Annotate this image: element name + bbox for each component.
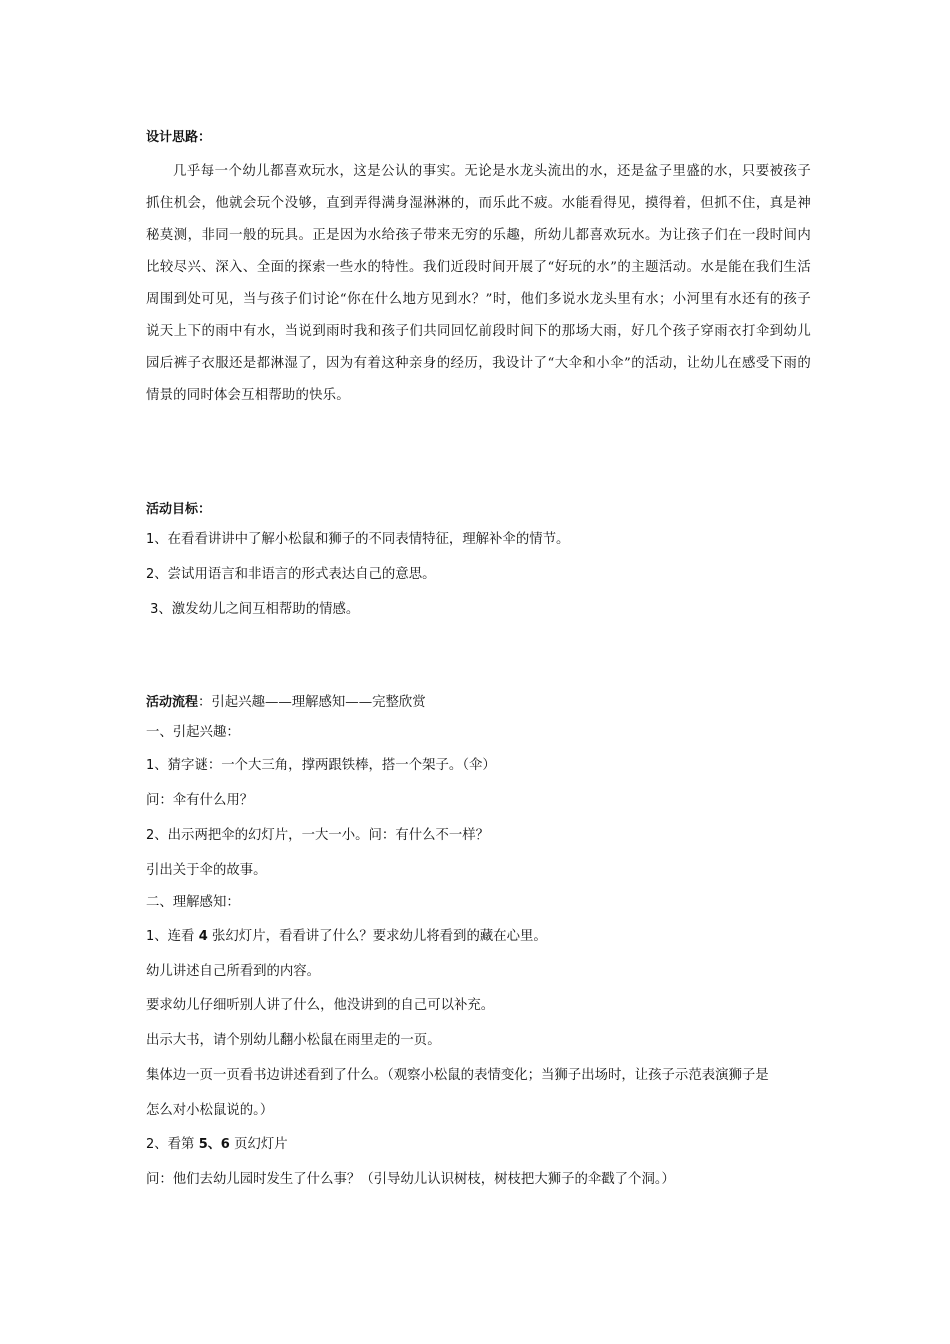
s2-item-2	[146, 1135, 816, 1155]
s2-line-3: 出示大书，请个别幼儿翻小松鼠在雨里走的一页。	[146, 1033, 441, 1048]
s1-item-2-text: 、出示两把伞的幻灯片，一大一小。问：有什么不一样？	[154, 828, 490, 843]
s2-item-1-pre: 、连看	[154, 929, 199, 944]
s1-item-1-text: 、猜字谜：一个大三角，撑两跟铁棒，搭一个架子。（伞）	[154, 758, 496, 773]
s2-line-2: 要求幼儿仔细听别人讲了什么，他没讲到的自己可以补充。	[146, 998, 495, 1013]
goal-item-3-num: 3	[146, 602, 159, 617]
s2-line-4: 集体边一页一页看书边讲述看到了什么。（观察小松鼠的表情变化；当狮子出场时，让孩子示范表演狮子是	[146, 1068, 769, 1083]
goal-item-1-text: 、在看看讲讲中了解小松鼠和狮子的不同表情特征，理解补伞的情节。	[154, 532, 570, 547]
s2-item-2-post: 页幻灯片	[229, 1137, 288, 1152]
design-heading: 设计思路：	[146, 130, 212, 145]
s2-item-1-count: 4	[198, 929, 208, 944]
design-paragraph: 几乎每一个幼儿都喜欢玩水，这是公认的事实。无论是水龙头流出的水，还是盆子里盛的水，只要被孩子抓住机会，他就会玩个没够，直到弄得满身湿淋淋的，而乐此不疲。水能看得见，摸得着，但抓不住，真是神秘莫测，非同一般的玩具。正是因为水给孩子带来无穷的乐趣，所幼儿都喜欢玩水。为让孩子们在一段时间内比较尽兴、深入、全面的探索一些水的特性。我们近段时间开展了“好玩的水”的主题活动。水是能在我们生活周围到处可见，当与孩子们讨论“你在什么地方见到水？”时，他们多说水龙头里有水；小河里有水还有的孩子说天上下的雨中有水，当说到雨时我和孩子们共同回忆前段时间下的那场大雨，好几个孩子穿雨衣打伞到幼儿园后裤子衣服还是都淋湿了，因为有着这种亲身的经历，我设计了“大伞和小伞”的活动，让幼儿在感受下雨的情景的同时体会互相帮助的快乐。	[146, 164, 811, 403]
s2-item-1-post: 张幻灯片，看看讲了什么？要求幼儿将看到的藏在心里。	[207, 929, 547, 944]
s2-item-2-num: 2	[146, 1137, 155, 1152]
s2-line-5: 怎么对小松鼠说的。）	[146, 1103, 274, 1118]
s1-item-1-num: 1	[146, 758, 155, 773]
process-heading: 活动流程	[146, 695, 199, 710]
goal-item-2-num: 2	[146, 567, 155, 582]
s1-item-2	[146, 826, 816, 846]
goal-item-1-num: 1	[146, 532, 155, 547]
process-heading-line	[146, 693, 816, 713]
goal-item-3-text: 、激发幼儿之间互相帮助的情感。	[158, 602, 360, 617]
section1-title: 一、引起兴趣：	[146, 725, 240, 740]
goals-heading: 活动目标：	[146, 502, 212, 517]
section2-title: 二、理解感知：	[146, 895, 240, 910]
s2-question: 问：他们去幼儿园时发生了什么事？（引导幼儿认识树枝，树枝把大狮子的伞戳了个洞。）	[146, 1172, 675, 1187]
s2-line-1: 幼儿讲述自己所看到的内容。	[146, 964, 321, 979]
s1-item-2-num: 2	[146, 828, 155, 843]
s1-question: 问：伞有什么用？	[146, 793, 254, 808]
goal-item-3	[146, 600, 816, 620]
goal-item-2-text: 、尝试用语言和非语言的形式表达自己的意思。	[154, 567, 436, 582]
s1-lead: 引出关于伞的故事。	[146, 863, 267, 878]
s2-item-1-num: 1	[146, 929, 155, 944]
s2-item-1	[146, 927, 816, 947]
goal-item-2	[146, 565, 816, 585]
goal-item-1	[146, 530, 816, 550]
process-heading-rest: ：引起兴趣——理解感知——完整欣赏	[198, 695, 426, 710]
s2-item-2-pages: 5、6	[198, 1137, 230, 1152]
s2-item-2-pre: 、看第	[154, 1137, 199, 1152]
s1-item-1	[146, 756, 816, 776]
